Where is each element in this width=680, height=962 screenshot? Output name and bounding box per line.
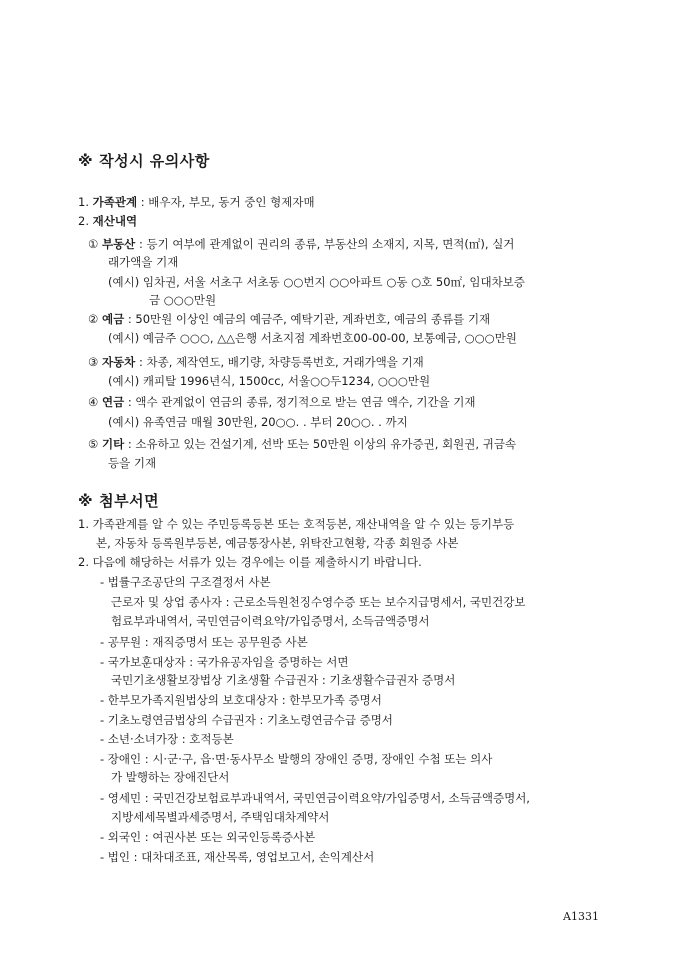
example-line: (예시) 예금주 ○○○, △△은행 서초지점 계좌번호00-00-00, 보통예금, ○○○만원 bbox=[108, 331, 517, 345]
item-label: 기타 bbox=[101, 437, 125, 451]
list-item: 1. 가족관계를 알 수 있는 주민등록등본 또는 호적등본, 재산내역을 알 수 있는 등기부등 bbox=[78, 517, 515, 531]
continuation-line: 등을 기재 bbox=[108, 456, 157, 470]
item-label: 부동산 bbox=[101, 237, 136, 251]
continuation-line: 험료부과내역서, 국민연금이력요약/가입증명서, 소득금액증명서 bbox=[111, 614, 430, 628]
sub-item: - 외국인 : 여권사본 또는 외국인등록증사본 bbox=[100, 830, 316, 844]
section-heading-notes bbox=[78, 150, 210, 171]
section-title: 작성시 유의사항 bbox=[99, 152, 210, 170]
sub-item: - 장애인 : 시·군·구, 읍·면·동사무소 발행의 장애인 증명, 장애인 수첩 또는 의사 bbox=[100, 752, 493, 766]
continuation-line: 금 ○○○만원 bbox=[149, 293, 217, 307]
item-label: 가족관계 bbox=[92, 195, 138, 209]
section-title: 첨부서면 bbox=[99, 492, 160, 510]
list-item: 1. 가족관계 : 배우자, 부모, 동거 중인 형제자매 bbox=[78, 195, 315, 209]
list-item: 2. 다음에 해당하는 서류가 있는 경우에는 이를 제출하시기 바랍니다. bbox=[78, 555, 422, 569]
sub-item: - 법인 : 대차대조표, 재산목록, 영업보고서, 손익계산서 bbox=[100, 850, 375, 864]
example-line: (예시) 캐피탈 1996년식, 1500cc, 서울○○두1234, ○○○만원 bbox=[108, 374, 431, 388]
page-number: A1331 bbox=[563, 910, 599, 923]
continuation-line: 래가액을 기재 bbox=[108, 255, 179, 269]
list-item: ④ 연금 : 액수 관계없이 연금의 종류, 정기적으로 받는 연금 액수, 기간을 기재 bbox=[88, 395, 476, 409]
reference-mark: ※ bbox=[78, 152, 94, 170]
item-label: 자동차 bbox=[101, 355, 136, 369]
sub-item: - 법률구조공단의 구조결정서 사본 bbox=[100, 575, 271, 589]
list-item: 2. 재산내역 bbox=[78, 214, 138, 228]
continuation-line: 본, 자동차 등록원부등본, 예금통장사본, 위탁잔고현황, 각종 회원증 사본 bbox=[96, 536, 459, 550]
sub-item: - 한부모가족지원법상의 보호대상자 : 한부모가족 증명서 bbox=[100, 693, 382, 707]
list-item: ③ 자동차 : 차종, 제작연도, 배기량, 차량등록번호, 거래가액을 기재 bbox=[88, 355, 424, 369]
sub-item: - 소년·소녀가장 : 호적등본 bbox=[100, 732, 234, 746]
item-label: 재산내역 bbox=[92, 214, 138, 228]
reference-mark: ※ bbox=[78, 492, 94, 510]
continuation-line: 지방세세목별과세증명서, 주택임대차계약서 bbox=[111, 810, 330, 824]
example-line: (예시) 유족연금 매월 30만원, 20○○. . 부터 20○○. . 까지 bbox=[108, 415, 408, 429]
sub-item: - 영세민 : 국민건강보험료부과내역서, 국민연금이력요약/가입증명서, 소득금액증명서, bbox=[100, 791, 530, 805]
example-line: (예시) 임차권, 서울 서초구 서초동 ○○번지 ○○아파트 ○동 ○호 50㎡, 임대차보증 bbox=[108, 275, 525, 289]
sub-item: 국민기초생활보장법상 기초생활 수급권자 : 기초생활수급권자 증명서 bbox=[111, 673, 456, 687]
item-label: 예금 bbox=[101, 312, 125, 326]
sub-item: - 공무원 : 재직증명서 또는 공무원증 사본 bbox=[100, 635, 308, 649]
sub-item: - 국가보훈대상자 : 국가유공자임을 증명하는 서면 bbox=[100, 655, 349, 669]
list-item: ① 부동산 : 등기 여부에 관계없이 권리의 종류, 부동산의 소재지, 지목, 면적(㎡), 실거 bbox=[88, 237, 515, 251]
list-item: ⑤ 기타 : 소유하고 있는 건설기계, 선박 또는 50만원 이상의 유가증권, 회원권, 귀금속 bbox=[88, 437, 517, 451]
section-heading-attachments bbox=[78, 490, 159, 511]
sub-item: 근로자 및 상업 종사자 : 근로소득원천징수영수증 또는 보수지급명세서, 국민건강보 bbox=[111, 595, 526, 609]
list-item: ② 예금 : 50만원 이상인 예금의 예금주, 예탁기관, 계좌번호, 예금의 종류를 기재 bbox=[88, 312, 491, 326]
continuation-line: 가 발행하는 장애진단서 bbox=[111, 770, 230, 784]
sub-item: - 기초노령연금법상의 수급권자 : 기초노령연금수급 증명서 bbox=[100, 713, 393, 727]
item-label: 연금 bbox=[101, 395, 125, 409]
